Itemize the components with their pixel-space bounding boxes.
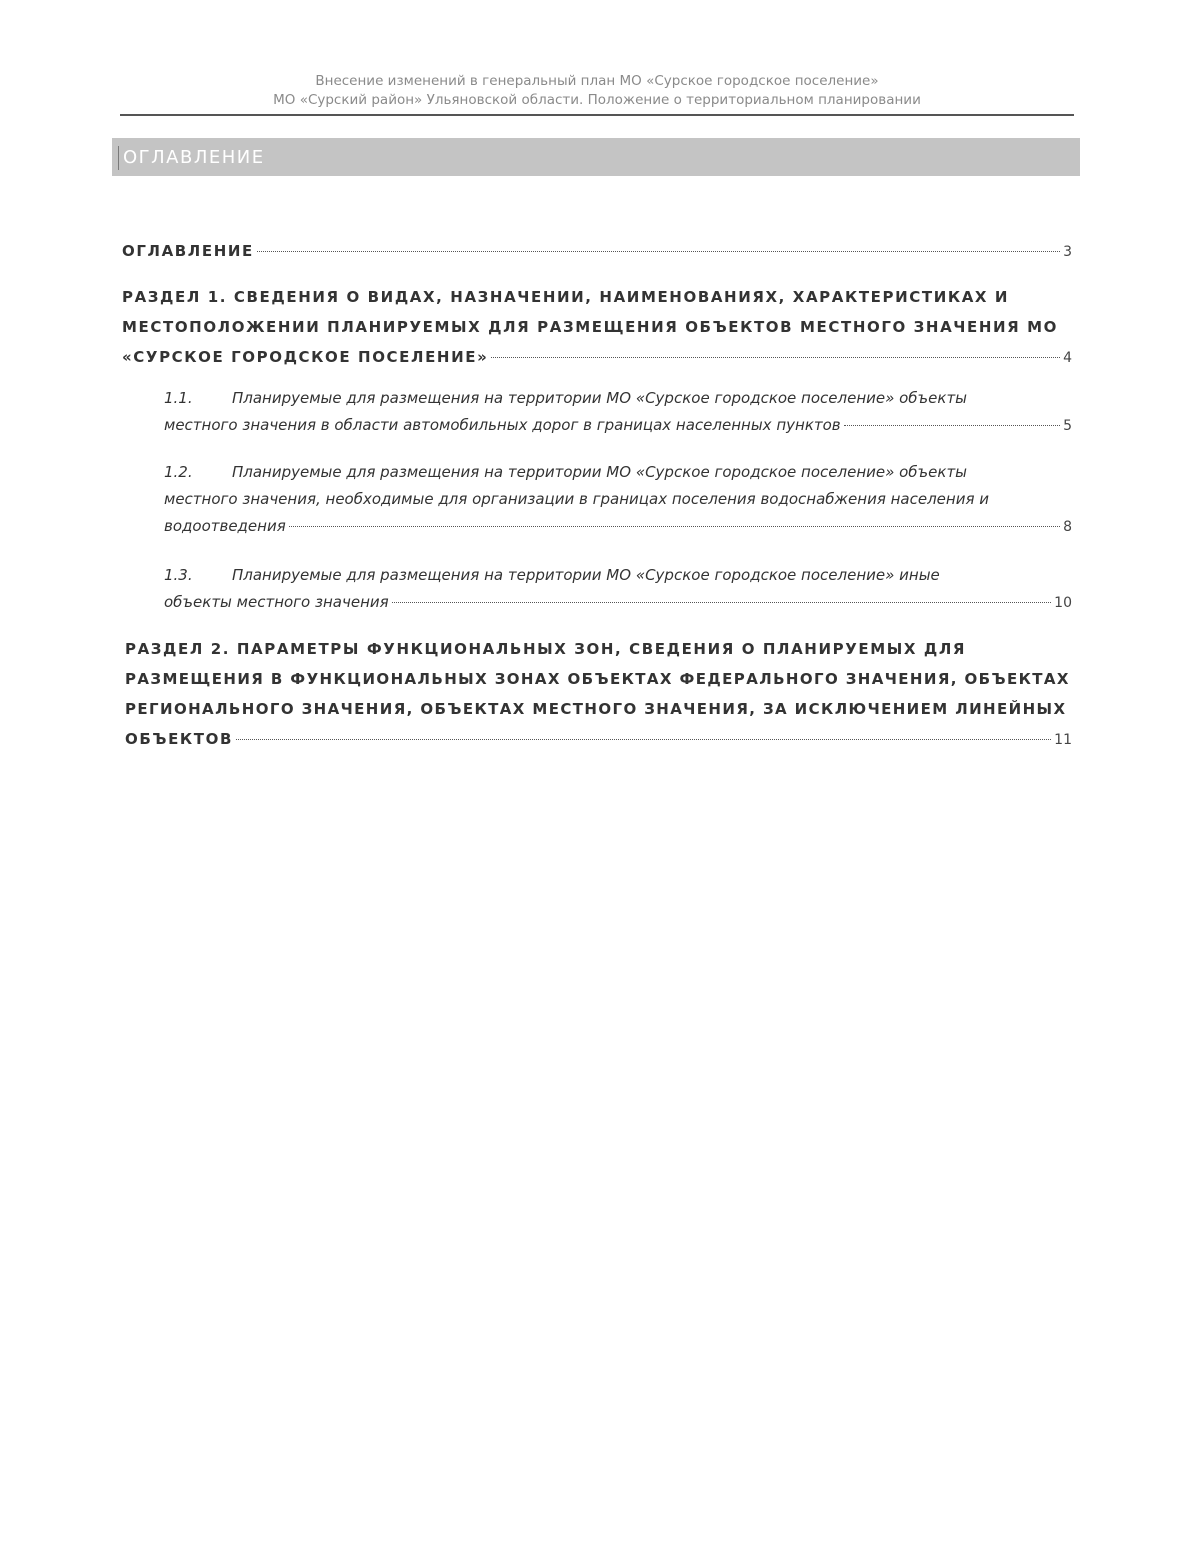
toc-entry-title-line: ОБЪЕКТОВ: [125, 730, 234, 748]
toc-entry-title-line: МЕСТОПОЛОЖЕНИИ ПЛАНИРУЕМЫХ ДЛЯ РАЗМЕЩЕНИЯ ОБЪЕКТОВ МЕСТНОГО ЗНАЧЕНИЯ МО: [122, 318, 1059, 336]
toc-entry-subsection-1-2[interactable]: [164, 459, 1072, 541]
toc-entry-number: 1.3.: [164, 566, 193, 584]
running-header-line-1: Внесение изменений в генеральный план МО «Сурское городское поселение»: [315, 73, 879, 89]
toc-leader-dots: [289, 526, 1060, 527]
toc-entry-title-line: «СУРСКОЕ ГОРОДСКОЕ ПОСЕЛЕНИЕ»: [122, 348, 489, 366]
toc-entry-contents[interactable]: [122, 236, 1072, 267]
toc-entry-title-line: РАЗДЕЛ 2. ПАРАМЕТРЫ ФУНКЦИОНАЛЬНЫХ ЗОН, СВЕДЕНИЯ О ПЛАНИРУЕМЫХ ДЛЯ: [125, 640, 967, 658]
toc-leader-dots: [257, 251, 1060, 252]
running-header-line-2: МО «Сурский район» Ульяновской области. Положение о территориальном планировании: [273, 92, 921, 108]
toc-entry-title-line: Планируемые для размещения на территории МО «Сурское городское поселение» иные: [232, 566, 940, 584]
toc-entry-title-line: Планируемые для размещения на территории МО «Сурское городское поселение» объекты: [232, 389, 968, 407]
toc-leader-dots: [392, 602, 1052, 603]
toc-page-number: 3: [1063, 244, 1072, 260]
toc-entry-subsection-1-1[interactable]: [164, 385, 1072, 440]
toc-page-number: 8: [1063, 519, 1072, 535]
running-header: [120, 72, 1074, 110]
header-rule: [120, 114, 1074, 116]
toc-entry-title-line: местного значения в области автомобильных дорог в границах населенных пунктов: [164, 416, 841, 434]
toc-leader-dots: [491, 357, 1060, 358]
toc-entry-title: ОГЛАВЛЕНИЕ: [122, 242, 254, 260]
toc-entry-title-line: объекты местного значения: [164, 593, 389, 611]
toc-entry-title-line: водоотведения: [164, 517, 286, 535]
toc-page-number: 4: [1063, 350, 1072, 366]
toc-entry-title-line: РАЗМЕЩЕНИЯ В ФУНКЦИОНАЛЬНЫХ ЗОНАХ ОБЪЕКТАХ ФЕДЕРАЛЬНОГО ЗНАЧЕНИЯ, ОБЪЕКТАХ: [125, 670, 1070, 688]
toc-entry-title-line: Планируемые для размещения на территории МО «Сурское городское поселение» объекты: [232, 463, 968, 481]
section-title-bar: [112, 138, 1080, 176]
toc-entry-number: 1.2.: [164, 463, 193, 481]
toc-leader-dots: [236, 739, 1051, 740]
toc-entry-title-line: местного значения, необходимые для организации в границах поселения водоснабжения населения и: [164, 490, 989, 508]
toc-entry-title-line: РАЗДЕЛ 1. СВЕДЕНИЯ О ВИДАХ, НАЗНАЧЕНИИ, НАИМЕНОВАНИЯХ, ХАРАКТЕРИСТИКАХ И: [122, 288, 1010, 306]
toc-page-number: 10: [1054, 595, 1072, 611]
toc-leader-dots: [844, 425, 1060, 426]
toc-entry-section-1[interactable]: [122, 282, 1072, 373]
toc-entry-section-2[interactable]: [125, 634, 1072, 755]
toc-page-number: 5: [1063, 418, 1072, 434]
toc-entry-title-line: РЕГИОНАЛЬНОГО ЗНАЧЕНИЯ, ОБЪЕКТАХ МЕСТНОГО ЗНАЧЕНИЯ, ЗА ИСКЛЮЧЕНИЕМ ЛИНЕЙНЫХ: [125, 700, 1067, 718]
section-title: ОГЛАВЛЕНИЕ: [123, 147, 265, 168]
toc-entry-subsection-1-3[interactable]: [164, 562, 1072, 617]
toc-page-number: 11: [1054, 732, 1072, 748]
toc-entry-number: 1.1.: [164, 389, 193, 407]
text-cursor-mark: [118, 146, 119, 170]
